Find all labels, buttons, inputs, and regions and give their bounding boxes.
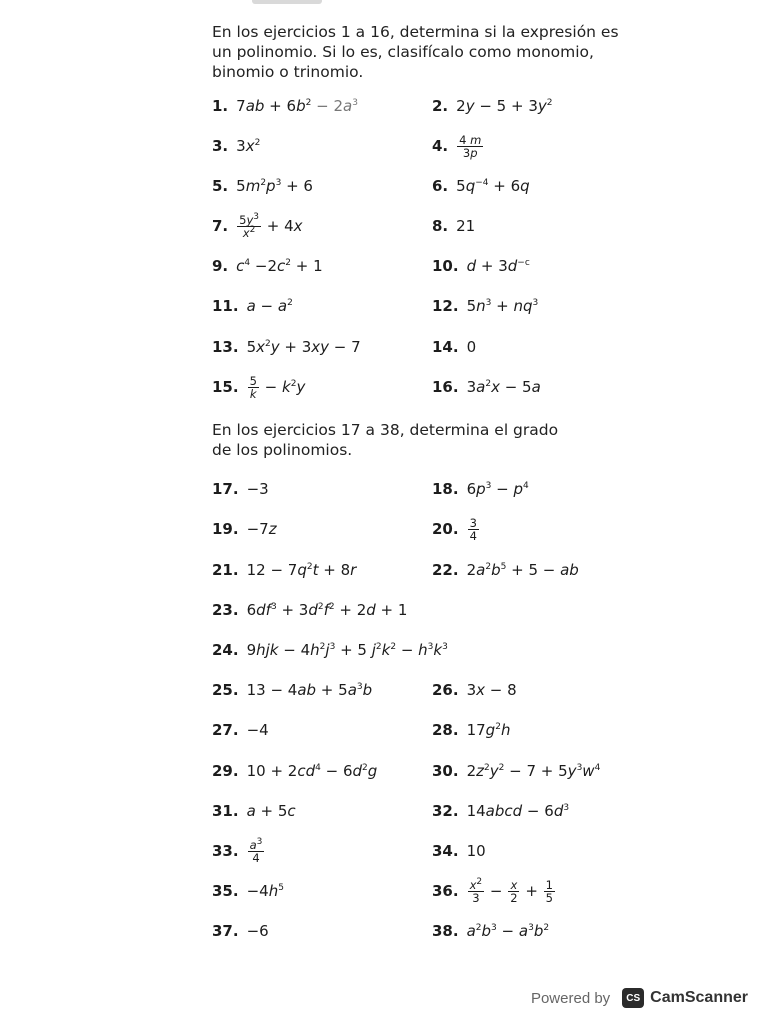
exercise-number: 4. [432, 137, 449, 155]
exercise-1 [212, 94, 358, 118]
exercise-expression: $5q^{-4} + 6q$ [456, 177, 530, 195]
exercise-number: 29. [212, 762, 239, 780]
exercise-number: 36. [432, 882, 459, 900]
exercise-34 [432, 839, 486, 863]
exercise-number: 3. [212, 137, 229, 155]
exercise-23 [212, 598, 407, 622]
exercise-35 [212, 879, 284, 903]
exercise-number: 10. [432, 257, 459, 275]
exercise-expression: $a^2b^3 - a^3b^2$ [466, 922, 550, 940]
exercise-number: 1. [212, 97, 229, 115]
exercise-expression: $\frac{5}{k}$ − $k^2y$ [249, 373, 306, 401]
exercise-expression: $\frac{4 m}{3p}$ [459, 132, 482, 160]
exercise-18 [432, 477, 529, 501]
exercise-number: 32. [432, 802, 459, 820]
exercise-expression: $5m^2p^3 + 6$ [236, 177, 313, 195]
exercise-expression: $\frac{x^2}{3}$ − $\frac{x}{2}$ + $\frac{1}{5}$ [469, 876, 553, 905]
powered-by-text: Powered by [530, 989, 611, 1007]
exercise-number: 12. [432, 297, 459, 315]
exercise-10 [432, 254, 530, 278]
exercise-number: 34. [432, 842, 459, 860]
camscanner-watermark [531, 984, 748, 1012]
exercise-32 [432, 799, 569, 823]
exercise-number: 7. [212, 217, 229, 235]
cropped-header [252, 0, 322, 4]
exercise-27 [212, 718, 269, 742]
exercise-expression: $12 - 7q^2t + 8r$ [246, 561, 357, 579]
camscanner-brand: CamScanner [650, 989, 748, 1006]
exercise-17 [212, 477, 269, 501]
exercise-number: 18. [432, 480, 459, 498]
instruction-line: un polinomio. Si lo es, clasifícalo como monomio, [212, 43, 594, 61]
exercise-number: 21. [212, 561, 239, 579]
exercise-expression: $\frac{a^3}{4}$ [249, 836, 263, 865]
exercise-expression: $d + 3d^{-c}$ [466, 257, 530, 275]
exercise-number: 5. [212, 177, 229, 195]
exercise-expression: $2z^2y^2 - 7 + 5y^3w^4$ [466, 762, 601, 780]
exercise-38 [432, 919, 549, 943]
exercise-33 [212, 836, 265, 865]
exercise-expression: $5x^2y + 3xy - 7$ [246, 338, 361, 356]
instructions-part1 [212, 22, 619, 82]
exercise-number: 24. [212, 641, 239, 659]
exercise-30 [432, 759, 600, 783]
exercise-expression: $9hjk - 4h^2j^3 + 5$ $j^2k^2 - h^3k^3$ [246, 641, 448, 659]
exercise-number: 26. [432, 681, 459, 699]
exercise-expression: $17g^2h$ [466, 721, 511, 739]
exercise-number: 23. [212, 601, 239, 619]
exercise-37 [212, 919, 269, 943]
exercise-number: 15. [212, 378, 239, 396]
exercise-expression: $6df^3 + 3d^2f^2 + 2d + 1$ [246, 601, 408, 619]
exercise-25 [212, 678, 372, 702]
exercise-20 [432, 517, 480, 541]
exercise-expression: −6 [246, 922, 269, 940]
exercise-11 [212, 294, 293, 318]
exercise-number: 16. [432, 378, 459, 396]
exercise-21 [212, 558, 356, 582]
exercise-expression: $2a^2b^5 + 5$ − ab [466, 561, 579, 579]
exercise-5 [212, 174, 313, 198]
exercise-expression: $5n^3 + nq^3$ [466, 297, 539, 315]
exercise-expression: $10 + 2cd^4 - 6d^2g$ [246, 762, 378, 780]
exercise-number: 8. [432, 217, 449, 235]
exercise-number: 19. [212, 520, 239, 538]
exercise-9 [212, 254, 323, 278]
exercise-expression: $a - a^2$ [246, 297, 293, 315]
exercise-expression: 10 [466, 842, 486, 860]
exercise-number: 30. [432, 762, 459, 780]
exercise-number: 2. [432, 97, 449, 115]
exercise-number: 14. [432, 338, 459, 356]
exercise-expression: 0 [466, 338, 477, 356]
exercise-number: 22. [432, 561, 459, 579]
exercise-number: 20. [432, 520, 459, 538]
exercise-number: 33. [212, 842, 239, 860]
exercise-expression: $\frac{5y^3}{x^2}$ + 4x [239, 211, 303, 240]
exercise-7 [212, 211, 303, 240]
exercise-expression: −4 [246, 721, 269, 739]
exercise-expression: $3a^2x - 5a$ [466, 378, 541, 396]
exercise-16 [432, 375, 541, 399]
exercise-number: 31. [212, 802, 239, 820]
exercise-6 [432, 174, 530, 198]
instruction-line: de los polinomios. [212, 441, 353, 459]
exercise-expression: −3 [246, 480, 269, 498]
exercise-number: 6. [432, 177, 449, 195]
exercise-expression: 3x − 8 [466, 681, 517, 699]
exercise-expression: $7ab + 6b^2 - 2a^3$ [236, 97, 358, 115]
exercise-13 [212, 335, 361, 359]
exercise-number: 17. [212, 480, 239, 498]
exercise-2 [432, 94, 553, 118]
exercise-28 [432, 718, 510, 742]
instruction-line: binomio o trinomio. [212, 63, 364, 81]
exercise-number: 13. [212, 338, 239, 356]
exercise-number: 9. [212, 257, 229, 275]
exercise-8 [432, 214, 475, 238]
exercise-expression: 21 [456, 217, 476, 235]
exercise-expression: $c^4 -2c^2 + 1$ [236, 257, 323, 275]
exercise-expression: −7z [246, 520, 277, 538]
exercise-29 [212, 759, 377, 783]
exercise-expression: $2y - 5 + 3y^2$ [456, 97, 553, 115]
exercise-22 [432, 558, 579, 582]
exercise-31 [212, 799, 296, 823]
exercise-24 [212, 638, 448, 662]
instruction-line: En los ejercicios 1 a 16, determina si la expresión es [212, 23, 619, 41]
exercise-26 [432, 678, 517, 702]
exercise-expression: $\frac{3}{4}$ [469, 515, 477, 543]
exercise-4 [432, 134, 484, 158]
exercise-number: 35. [212, 882, 239, 900]
exercise-15 [212, 375, 305, 399]
exercise-number: 38. [432, 922, 459, 940]
exercise-expression: $6p^3 - p^4$ [466, 480, 529, 498]
exercise-3 [212, 134, 260, 158]
instructions-part2 [212, 420, 558, 460]
exercise-expression: $3x^2$ [236, 137, 261, 155]
exercise-expression: $-4h^5$ [246, 882, 284, 900]
exercise-number: 11. [212, 297, 239, 315]
camscanner-logo-icon: CS [622, 988, 644, 1008]
exercise-expression: 14abcd − $6d^3$ [466, 802, 570, 820]
instruction-line: En los ejercicios 17 a 38, determina el grado [212, 421, 559, 439]
exercise-14 [432, 335, 476, 359]
exercise-number: 37. [212, 922, 239, 940]
exercise-number: 27. [212, 721, 239, 739]
exercise-number: 25. [212, 681, 239, 699]
exercise-expression: a + 5c [246, 802, 296, 820]
exercise-12 [432, 294, 538, 318]
exercise-36 [432, 876, 556, 905]
exercise-number: 28. [432, 721, 459, 739]
exercise-expression: $13 - 4ab + 5a^3b$ [246, 681, 373, 699]
exercise-19 [212, 517, 277, 541]
